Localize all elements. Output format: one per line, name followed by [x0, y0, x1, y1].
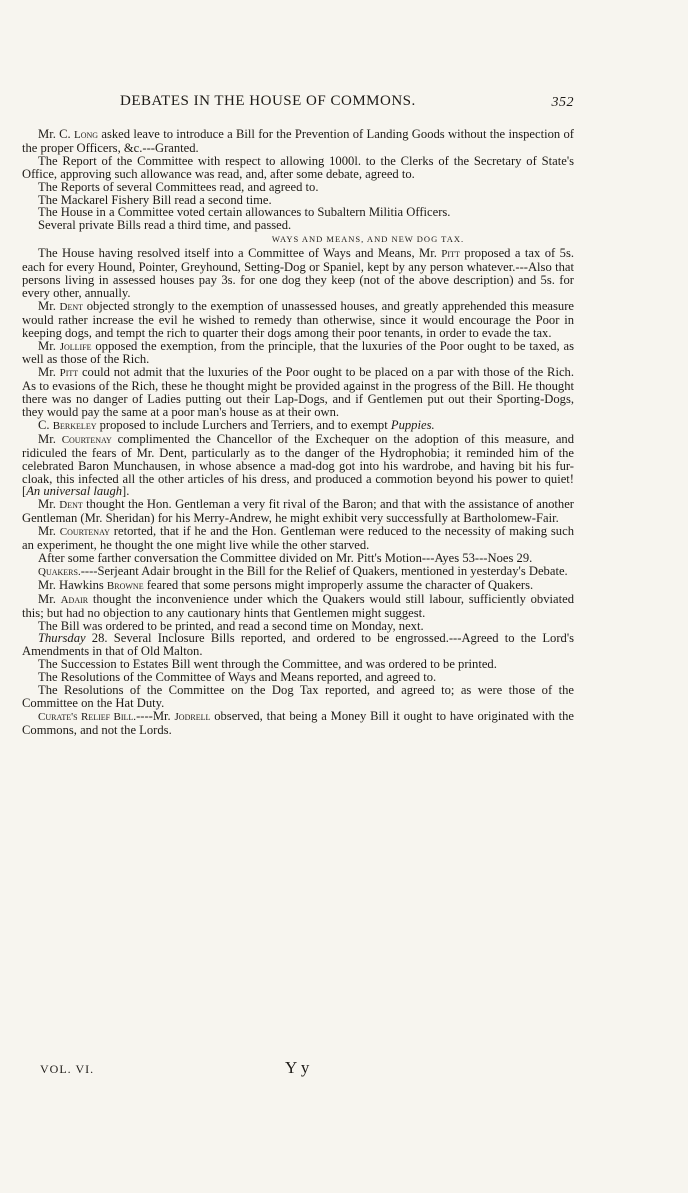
italic-text: Thursday [38, 631, 86, 646]
text-run: The Mackarel Fishery Bill read a second time. [38, 192, 272, 207]
text-run: feared that some persons might improperly assume the character of Quakers. [143, 577, 534, 592]
text-run: proposed to include Lurchers and Terriers, and to exempt [96, 417, 391, 432]
text-run: The Bill was ordered to be printed, and read a second time on Monday, next. [38, 618, 424, 633]
paragraph [22, 219, 574, 232]
text-run: observed, that being a Money Bill it ought to have originated with the Commons, and not the Lords. [22, 708, 574, 737]
page-number: 352 [551, 95, 574, 110]
paragraph [22, 155, 574, 181]
text-run: 28. Several Inclosure Bills reported, and ordered to be engrossed.---Agreed to the Lord's Amendments in that of Old Malton. [22, 631, 574, 659]
text-run: Mr. [38, 365, 60, 380]
text-run: The Report of the Committee with respect to allowing 1000l. to the Clerks of the Secretary of State's Office, approving such allowance was read, and, after some debate, agreed to. [22, 153, 574, 181]
paragraph [22, 128, 574, 155]
text-run: Mr. [38, 591, 61, 606]
speaker-name: Adair [60, 593, 89, 606]
speaker-name: Pitt [59, 367, 79, 380]
paragraph [22, 366, 574, 419]
paragraph [22, 340, 574, 367]
paragraph [22, 710, 574, 737]
speaker-name: Quakers. [38, 565, 81, 578]
speaker-name: Long [74, 129, 99, 141]
text-run: ----Mr. [136, 708, 175, 723]
speaker-name: Curate's Relief Bill. [38, 710, 137, 723]
text-run: could not admit that the luxuries of the Poor ought to be placed on a par with those of the Rich. As to evasions of the Rich, these he thought might be provided against in the progress of the Bill. He thought there was no danger of Ladies putting out their Lap-Dogs, and if Gentlemen put out their Sporting-Dogs, they would pay the same at a poor man's house as at their own. [22, 365, 574, 420]
italic-text: An universal laugh [26, 484, 123, 499]
text-run: asked leave to introduce a Bill for the Prevention of Landing Goods without the inspection of the proper Officers, &c.---Granted. [22, 127, 574, 155]
text-run: objected strongly to the exemption of unassessed houses, and greatly apprehended this measure would rather increase the evil he wished to remedy than otherwise, since it would encourage the Poor in keeping dogs, and tempt the rich to quarter their dogs among their poor tenants, in order to evade the tax. [22, 298, 574, 340]
text-run: Mr. [38, 524, 60, 539]
running-head-title: DEBATES IN THE HOUSE OF COMMONS. [120, 93, 416, 109]
paragraph [22, 632, 574, 658]
text-run: Several private Bills read a third time, and passed. [38, 218, 292, 233]
paragraph [22, 300, 574, 340]
paragraph [22, 419, 574, 433]
paragraph [22, 498, 574, 525]
speaker-name: Browne [106, 579, 144, 592]
body-text [22, 128, 574, 737]
section-heading: WAYS AND MEANS, AND NEW DOG TAX. [271, 234, 465, 245]
speaker-name: Berkeley [52, 419, 97, 432]
speaker-name: Dent [59, 300, 84, 313]
text-run: ----Serjeant Adair brought in the Bill for the Relief of Quakers, mentioned in yesterday's Debate. [80, 563, 568, 578]
text-run: The House having resolved itself into a Committee of Ways and Means, Mr. [38, 246, 442, 261]
text-run: The Resolutions of the Committee on the Dog Tax reported, and agreed to; as were those of the Committee on the Hat Duty. [22, 683, 574, 710]
text-run: The Reports of several Committees read, and agreed to. [38, 179, 319, 194]
text-run: Mr. C. [38, 127, 74, 141]
text-run: Mr. [38, 338, 60, 353]
paragraph [22, 247, 574, 300]
speaker-name: Pitt [441, 248, 460, 261]
speaker-name: Courtenay [61, 433, 112, 446]
text-run: After some farther conversation the Committee divided on Mr. Pitt's Motion---Ayes 53---Noes 29. [38, 551, 533, 565]
speaker-name: Dent [59, 499, 83, 512]
text-run: Mr. [38, 497, 60, 512]
text-run: proposed a tax of 5s. each for every Hound, Pointer, Greyhound, Setting-Dog or Spaniel, kept by any person whatever.---Also that persons living in assessed houses pay 3s. for one dog they keep (not of the above description) and 5s. for every other, annually. [22, 246, 574, 300]
text-run: Mr. [38, 431, 62, 446]
text-run: The Succession to Estates Bill went through the Committee, and was ordered to be printed. [38, 657, 497, 672]
paragraph [22, 593, 574, 620]
text-run: Mr. Hawkins [38, 577, 107, 592]
text-run: C. [38, 417, 53, 432]
speaker-name: Courtenay [59, 526, 110, 539]
text-run: thought the inconvenience under which the Quakers would still labour, sufficiently obviated this; but had no objection to any cautionary hints that Gentlemen might suggest. [22, 591, 574, 620]
text-run: complimented the Chancellor of the Exchequer on the adoption of this measure, and ridiculed the fears of Mr. Dent, particularly as to the danger of the Hydrophobia; it reminded him of the celebrated Baron Munchausen, in whose absence a mad-dog got into his wardrobe, and having bit his fur-cloak, this infected all the other articles of his dress, and produced a commotion beyond his power to quiet! [ [22, 431, 575, 499]
speaker-name: Jollife [59, 340, 92, 353]
paragraph [22, 565, 574, 579]
text-run: The Resolutions of the Committee of Ways and Means reported, and agreed to. [38, 670, 437, 685]
text-run: opposed the exemption, from the principle, that the luxuries of the Poor ought to be taxed, as well as those of the Rich. [22, 338, 574, 367]
text-run: ]. [122, 484, 130, 499]
italic-text: Puppies. [390, 417, 435, 432]
paragraph [22, 433, 574, 499]
paragraph [22, 579, 574, 593]
volume-number: VOL. VI. [40, 1062, 95, 1076]
text-run: thought the Hon. Gentleman a very fit rival of the Baron; and that with the assistance of another Gentleman (Mr. Sheridan) for his Merry-Andrew, he might exhibit very successfully at Bartholomew-Fair. [22, 497, 574, 526]
paragraph [22, 684, 574, 710]
text-run: Mr. [38, 298, 60, 313]
text-run: retorted, that if he and the Hon. Gentleman were reduced to the necessity of making such an experiment, he thought the one might live while the other starved. [22, 524, 574, 553]
speaker-name: Jodrell [174, 710, 211, 723]
text-run: The House in a Committee voted certain allowances to Subaltern Militia Officers. [38, 205, 451, 220]
signature-mark: Y y [285, 1058, 310, 1077]
paragraph [22, 525, 574, 552]
running-head [120, 93, 572, 110]
